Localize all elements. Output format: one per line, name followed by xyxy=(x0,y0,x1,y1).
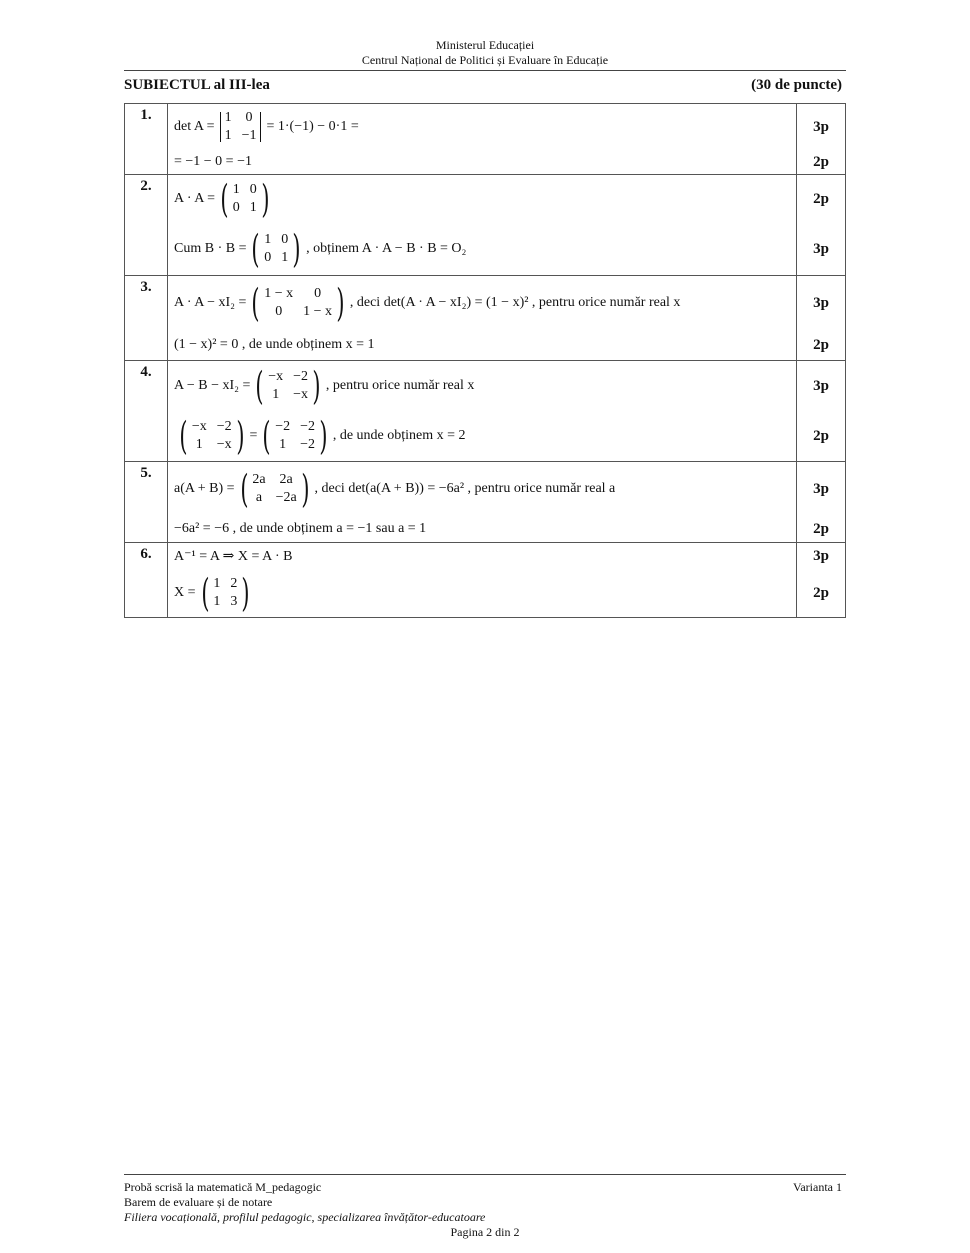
item-number: 5. xyxy=(125,462,168,543)
matrix-cell: 0 xyxy=(275,304,283,319)
matrix: ( −x −2 1 −x ) xyxy=(179,414,245,458)
center-name: Centrul Național de Politici și Evaluare în Educație xyxy=(361,53,609,67)
step-text: det A = xyxy=(174,119,215,134)
solution-step xyxy=(174,223,790,275)
footer-divider xyxy=(124,1174,846,1175)
step-text: = −1 − 0 = −1 xyxy=(174,154,252,169)
page-footer xyxy=(124,1180,846,1240)
section-points: (30 de puncte) xyxy=(751,77,842,93)
solution-step xyxy=(174,569,790,617)
page-number: Pagina 2 din 2 xyxy=(450,1225,520,1239)
step-points: 3p xyxy=(813,118,829,135)
table-row xyxy=(125,175,846,276)
table-row xyxy=(125,361,846,462)
section-heading xyxy=(124,77,846,94)
matrix: ( −x −2 1 −x ) xyxy=(255,364,321,408)
step-points: 3p xyxy=(813,240,829,257)
step-text: , pentru orice număr real x xyxy=(325,378,475,393)
item-number: 2. xyxy=(125,175,168,276)
step-points: 3p xyxy=(813,547,829,564)
step-text: = xyxy=(249,428,258,443)
item-number: 4. xyxy=(125,361,168,462)
step-points: 2p xyxy=(813,520,829,537)
matrix-cell: −2 xyxy=(216,419,232,434)
matrix-cell: 1 xyxy=(232,182,240,197)
matrix-cell: 1 xyxy=(279,437,287,452)
matrix-cell: 1 xyxy=(195,437,203,452)
matrix-cell: −x xyxy=(191,419,207,434)
step-points: 2p xyxy=(813,153,829,170)
matrix: ( −2 −2 1 −2 ) xyxy=(262,414,328,458)
matrix: ( 1 0 0 1 ) xyxy=(220,177,270,221)
step-text: A⁻¹ = A ⇒ X = A · B xyxy=(174,548,293,564)
solution-step xyxy=(174,543,790,569)
solution-step xyxy=(174,150,790,174)
step-points: 2p xyxy=(813,336,829,353)
points-cell xyxy=(797,175,846,276)
matrix-cell: 1 xyxy=(281,250,289,265)
points-cell xyxy=(797,276,846,361)
item-solution xyxy=(168,175,797,276)
determinant xyxy=(217,110,265,144)
points-cell xyxy=(797,462,846,543)
matrix-cell: 1 − x xyxy=(264,286,294,301)
variant-label: Varianta 1 xyxy=(793,1180,842,1194)
points-cell xyxy=(797,361,846,462)
item-solution xyxy=(168,462,797,543)
step-text: , de unde obținem x = 2 xyxy=(332,428,466,443)
grading-table xyxy=(124,103,846,618)
page-header xyxy=(0,38,970,68)
matrix-cell: 1 xyxy=(213,594,221,609)
step-text: , deci det(a(A + B)) = −6a² , pentru orice număr real a xyxy=(314,481,616,496)
step-text: X = xyxy=(174,585,196,600)
item-solution xyxy=(168,276,797,361)
step-text: (1 − x)² = 0 , de unde obținem x = 1 xyxy=(174,337,375,352)
grading-scheme: Barem de evaluare și de notare xyxy=(124,1195,273,1209)
step-points: 2p xyxy=(813,584,829,601)
matrix-cell: 1 xyxy=(224,128,232,143)
matrix: ( 1 0 0 1 ) xyxy=(251,227,301,271)
step-points: 3p xyxy=(813,377,829,394)
step-text: a(A + B) = xyxy=(174,481,235,496)
step-points: 3p xyxy=(813,294,829,311)
matrix-cell: 3 xyxy=(230,594,238,609)
matrix-cell: 1 − x xyxy=(303,304,333,319)
step-points: 3p xyxy=(813,480,829,497)
table-row xyxy=(125,276,846,361)
matrix-cell: 0 xyxy=(245,110,253,125)
matrix-cell: −1 xyxy=(241,128,257,143)
step-text: , obținem A · A − B · B = O₂ xyxy=(306,241,467,256)
solution-step xyxy=(174,104,790,150)
solution-step xyxy=(174,462,790,516)
step-text: A − B − xI₂ = xyxy=(174,378,251,393)
matrix: ( 2a 2a a −2a ) xyxy=(239,467,310,511)
matrix: ( 1 2 1 3 ) xyxy=(200,571,250,615)
matrix-cell: 2a xyxy=(252,472,266,487)
solution-step xyxy=(174,330,790,360)
matrix-cell: 1 xyxy=(224,110,232,125)
points-cell xyxy=(797,543,846,618)
item-number: 6. xyxy=(125,543,168,618)
item-number: 3. xyxy=(125,276,168,361)
item-solution xyxy=(168,543,797,618)
matrix-cell: 0 xyxy=(314,286,322,301)
matrix-cell: 2a xyxy=(279,472,293,487)
matrix-cell: 0 xyxy=(264,250,272,265)
matrix-cell: 2 xyxy=(230,576,238,591)
exam-name: Probă scrisă la matematică M_pedagogic xyxy=(124,1180,322,1194)
table-row xyxy=(125,104,846,175)
item-solution xyxy=(168,361,797,462)
step-text: A · A = xyxy=(174,191,215,206)
matrix-cell: −2 xyxy=(300,419,316,434)
step-text: , deci det(A · A − xI₂) = (1 − x)² , pentru orice număr real x xyxy=(349,295,681,310)
step-points: 2p xyxy=(813,427,829,444)
step-text: Cum B · B = xyxy=(174,241,247,256)
solution-step xyxy=(174,276,790,330)
solution-step xyxy=(174,411,790,461)
solution-step xyxy=(174,361,790,411)
points-cell xyxy=(797,104,846,175)
table-row xyxy=(125,462,846,543)
matrix-cell: 1 xyxy=(272,387,280,402)
matrix-cell: 0 xyxy=(232,200,240,215)
step-text: = 1·(−1) − 0·1 = xyxy=(266,119,359,134)
matrix-cell: −x xyxy=(216,437,232,452)
header-divider xyxy=(124,70,846,71)
item-number: 1. xyxy=(125,104,168,175)
solution-step xyxy=(174,175,790,223)
matrix-cell: 1 xyxy=(249,200,257,215)
item-solution xyxy=(168,104,797,175)
matrix-cell: 1 xyxy=(213,576,221,591)
matrix-cell: 0 xyxy=(281,232,289,247)
matrix: ( 1 − x 0 0 1 − x ) xyxy=(251,281,345,325)
step-text: A · A − xI₂ = xyxy=(174,295,247,310)
matrix-cell: 0 xyxy=(249,182,257,197)
matrix-cell: 1 xyxy=(264,232,272,247)
step-text: −6a² = −6 , de unde obținem a = −1 sau a = 1 xyxy=(174,521,427,536)
matrix-cell: −x xyxy=(268,369,284,384)
section-title: SUBIECTUL al III-lea xyxy=(124,77,270,93)
step-points: 2p xyxy=(813,190,829,207)
table-row xyxy=(125,543,846,618)
matrix-cell: −2 xyxy=(275,419,291,434)
matrix-cell: −2 xyxy=(300,437,316,452)
solution-step xyxy=(174,516,790,542)
ministry-name: Ministerul Educației xyxy=(435,38,535,52)
matrix-cell: −2 xyxy=(293,369,309,384)
matrix-cell: −2a xyxy=(275,490,297,505)
specialization: Filiera vocațională, profilul pedagogic, specializarea învățător-educatoare xyxy=(124,1210,486,1224)
matrix-cell: −x xyxy=(293,387,309,402)
matrix-cell: a xyxy=(255,490,263,505)
